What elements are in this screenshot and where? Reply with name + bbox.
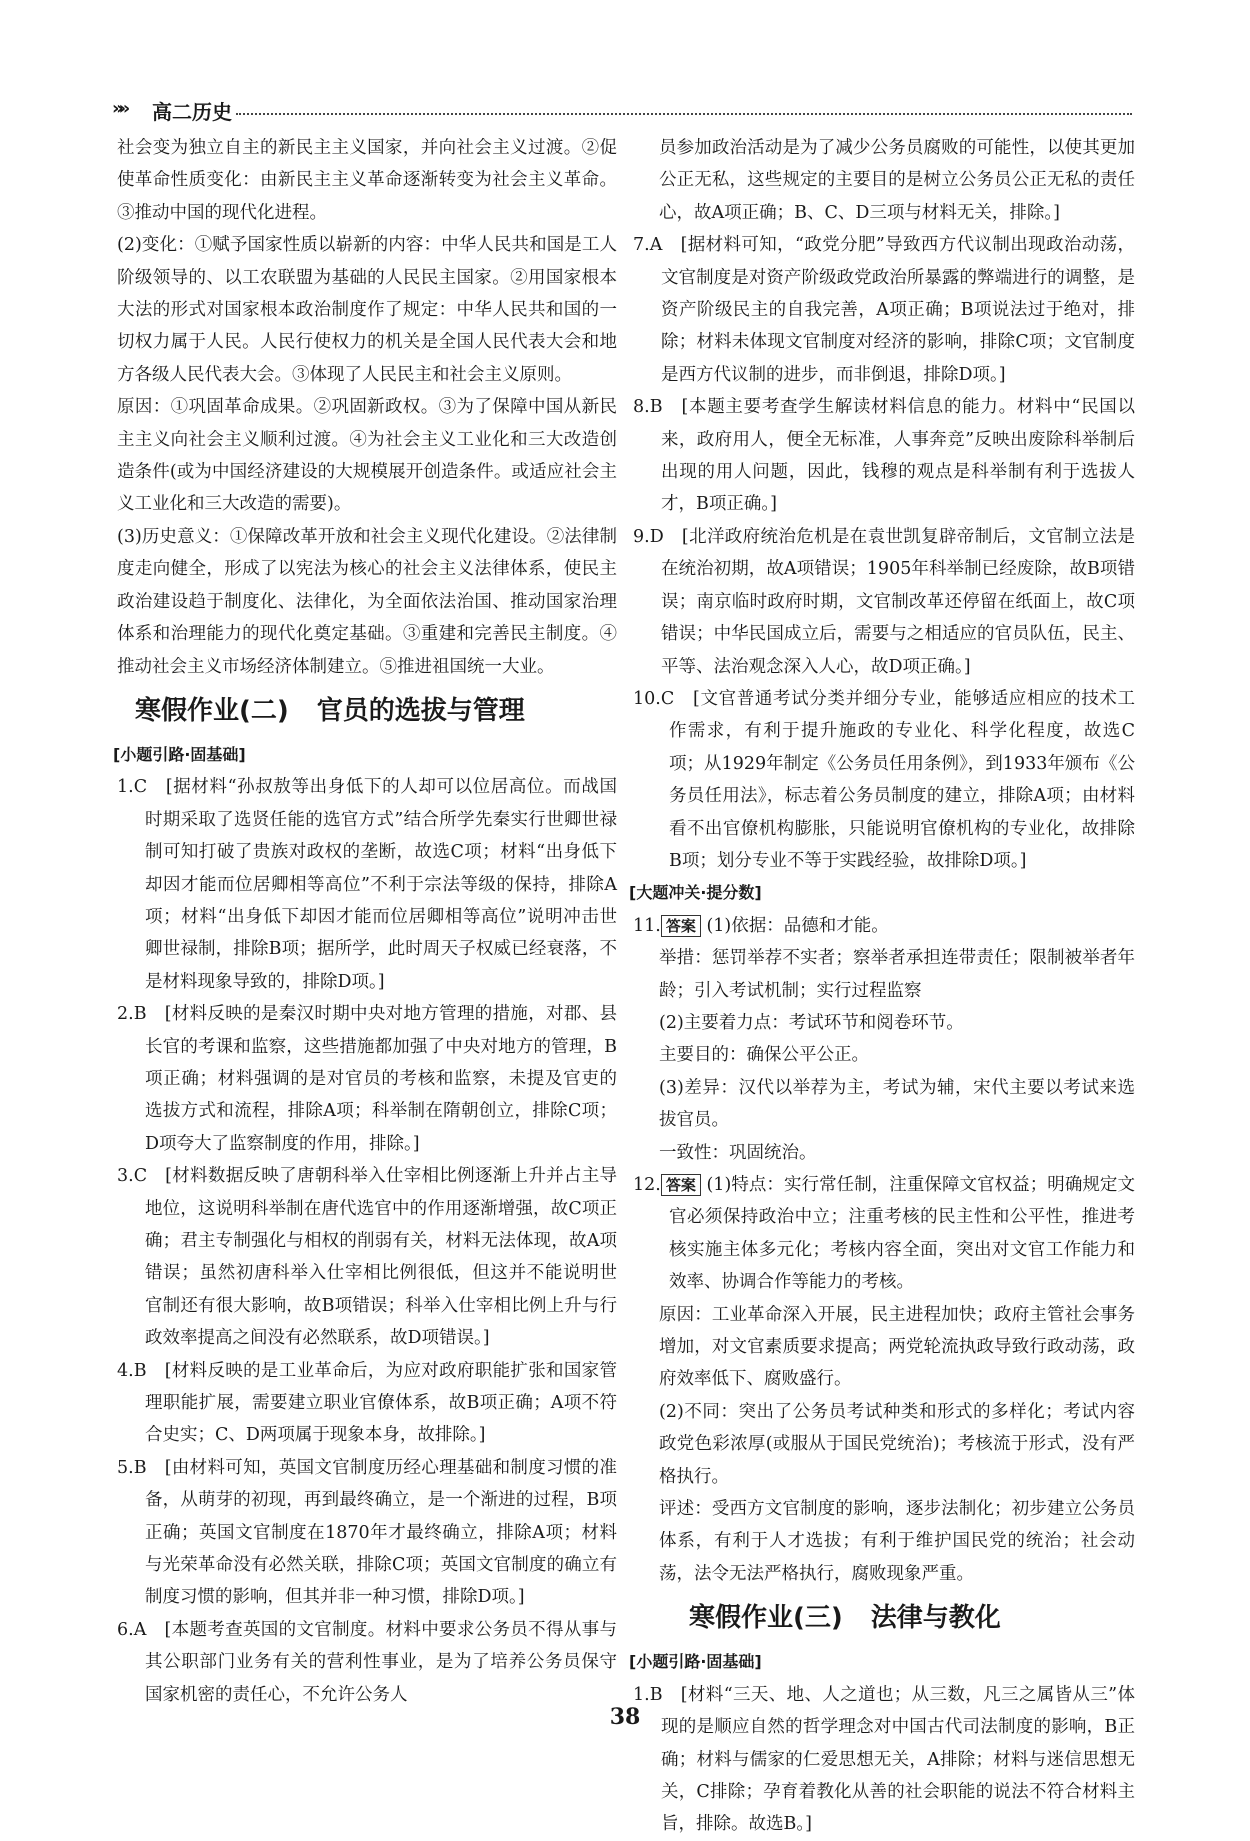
answer-11 (633, 910, 1135, 942)
answer-12-line-3: (2)不同：突出了公务员考试种类和形式的多样化；考试内容政党色彩浓厚(或服从于国民党统治)；考核流于形式，没有严格执行。 (659, 1401, 1135, 1487)
answer-3: 3.C [材料数据反映了唐朝科举入仕宰相比例逐渐上升并占主导地位，这说明科举制在唐代选官中的作用逐渐增强，故C项正确；君主专制强化与相权的削弱有关，材料无法体现，故A项错误；虽然初唐科举入仕宰相比例很低，但这并不能说明世官制还有很大影响，故B项错误；科举入仕宰相比例上升与行政效率提高之间没有必然联系，故D项错误。] (117, 1166, 617, 1349)
header-rule (236, 113, 1132, 115)
answer-12 (633, 1169, 1135, 1299)
answer-1: 1.C [据材料“孙叔敖等出身低下的人却可以位居高位。而战国时期采取了选贤任能的选官方式”结合所学先秦实行世卿世禄制可知打破了贵族对政权的垄断，故选C项；材料“出身低下却因才能而位居卿相等高位”不利于宗法等级的保持，排除A项；材料“出身低下却因才能而位居卿相等高位”说明冲击世卿世禄制，排除B项；据所学，此时周天子权威已经衰落，不是材料现象导致的，排除D项。] (117, 777, 617, 992)
section-title-2-number: 寒假作业(二) (135, 695, 289, 726)
answer-11-line-2: 举措：惩罚举荐不实者；察举者承担连带责任；限制被举者年龄；引入考试机制；实行过程监察 (659, 948, 1135, 1001)
answer-11-line-4: 主要目的：确保公平公正。 (659, 1045, 869, 1066)
answer-12-number: 12. (633, 1175, 661, 1195)
answer-6-continued: 员参加政治活动是为了减少公务员腐败的可能性，以使其更加公正无私，这些规定的主要目的是树立公务员公正无私的责任心，故A项正确；B、C、D三项与材料无关，排除。] (659, 138, 1135, 223)
section-title-3-text: 法律与教化 (870, 1603, 1001, 1634)
section-title-3-number: 寒假作业(三) (689, 1603, 843, 1634)
answer-10: 10.C [文官普通考试分类并细分专业，能够适应相应的技术工作需求，有利于提升施政的专业化、科学化程度，故选C项；从1929年制定《公务员任用条例》，到1933年颁布《公务员任用法》，标志着公务员制度的建立，排除A项；由材料看不出官僚机构膨胀，只能说明官僚机构的专业化，故排除B项；划分专业不等于实践经验，故排除D项。] (633, 688, 1135, 871)
subhead-advanced: [大题冲关·提分数] (629, 883, 762, 903)
subhead-basics-3: [小题引路·固基础] (629, 1652, 762, 1672)
answer-11-tag: 答案 (661, 915, 701, 937)
answer-9: 9.D [北洋政府统治危机是在袁世凯复辟帝制后，文官制立法是在统治初期，故A项错误；1905年科举制已经废除，故B项错误；南京临时政府时期，文官制改革还停留在纸面上，故C项错误；中华民国成立后，需要与之相适应的官员队伍，民主、平等、法治观念深入人心，故D项正确。] (633, 526, 1135, 677)
left-column (113, 132, 617, 1711)
section-title-2 (135, 693, 617, 729)
intro-para-1: 社会变为独立自主的新民主主义国家，并向社会主义过渡。②促使革命性质变化：由新民主主义革命逐渐转变为社会主义革命。③推动中国的现代化进程。 (117, 138, 617, 223)
answer-11-number: 11. (633, 915, 661, 936)
answer-11-line-3: (2)主要着力点：考试环节和阅卷环节。 (659, 1012, 964, 1033)
answer-4: 4.B [材料反映的是工业革命后，为应对政府职能扩张和国家管理职能扩展，需要建立职业官僚体系，故B项正确；A项不符合史实；C、D两项属于现象本身，故排除。] (117, 1360, 617, 1446)
answer-8: 8.B [本题主要考查学生解读材料信息的能力。材料中“民国以来，政府用人，便全无标准，人事奔竞”反映出废除科举制后出现的用人问题，因此，钱穆的观点是科举制有利于选拔人才，B项正确。] (633, 397, 1135, 515)
right-column (629, 132, 1135, 1841)
header-title: 高二历史 (152, 100, 232, 124)
answer-7: 7.A [据材料可知，“政党分肥”导致西方代议制出现政治动荡，文官制度是对资产阶级政党政治所暴露的弊端进行的调整，是资产阶级民主的自我完善，A项正确；B项说法过于绝对，排除；材料未体现文官制度对经济的影响，排除C项；文官制度是西方代议制的进步，而非倒退，排除D项。] (633, 235, 1135, 385)
answer-5: 5.B [由材料可知，英国文官制度历经心理基础和制度习惯的准备，从萌芽的初现，再到最终确立，是一个渐进的过程，B项正确；英国文官制度在1870年才最终确立，排除A项；材料与光荣革命没有必然关联，排除C项；英国文官制度的确立有制度习惯的影响，但其并非一种习惯，排除D项。] (117, 1457, 617, 1608)
intro-para-2: (2)变化：①赋予国家性质以崭新的内容：中华人民共和国是工人阶级领导的、以工农联盟为基础的人民民主国家。②用国家根本大法的形式对国家根本政治制度作了规定：中华人民共和国的一切权力属于人民。人民行使权力的机关是全国人民代表大会和地方各级人民代表大会。③体现了人民民主和社会主义原则。 (117, 235, 617, 385)
answer-12-tag: 答案 (661, 1174, 701, 1196)
page-number: 38 (609, 1704, 641, 1730)
section-title-3 (689, 1600, 1135, 1636)
header-arrows-icon: »» (112, 98, 126, 119)
answer-12-line-2: 原因：工业革命深入开展，民主进程加快；政府主管社会事务增加，对文官素质要求提高；两党轮流执政导致行政动荡，政府效率低下、腐败盛行。 (659, 1304, 1135, 1390)
answer-12-part-1: (1)特点：实行常任制，注重保障文官权益；明确规定文官必须保持政治中立；注重考核的民主性和公平性，推进考核实施主体多元化；考核内容全面，突出对文官工作能力和效率、协调合作等能力的考核。 (669, 1175, 1135, 1293)
intro-para-4: (3)历史意义：①保障改革开放和社会主义现代化建设。②法律制度走向健全，形成了以宪法为核心的社会主义法律体系，使民主政治建设趋于制度化、法律化，为全面依法治国、推动国家治理体系和治理能力的现代化奠定基础。③重建和完善民主制度。④推动社会主义市场经济体制建立。⑤推进祖国统一大业。 (117, 526, 617, 677)
answer-11-part-1: (1)依据：品德和才能。 (706, 915, 889, 936)
section-title-2-text: 官员的选拔与管理 (316, 695, 525, 726)
answer-11-line-6: 一致性：巩固统治。 (659, 1142, 817, 1163)
answer-11-line-5: (3)差异：汉代以举荐为主，考试为辅，宋代主要以考试来选拔官员。 (659, 1077, 1135, 1131)
answer-12-line-4: 评述：受西方文官制度的影响，逐步法制化；初步建立公务员体系，有利于人才选拔；有利于维护国民党的统治；社会动荡，法令无法严格执行，腐败现象严重。 (659, 1499, 1135, 1584)
page-header (112, 96, 1132, 124)
law-answer-1: 1.B [材料“三天、地、人之道也；从三数，凡三之属皆从三”体现的是顺应自然的哲学理念对中国古代司法制度的影响，B正确；材料与儒家的仁爱思想无关，A排除；材料与迷信思想无关，C排除；孕育着教化从善的社会职能的说法不符合材料主旨，排除。故选B。] (633, 1684, 1135, 1835)
intro-para-3: 原因：①巩固革命成果。②巩固新政权。③为了保障中国从新民主主义向社会主义顺利过渡。④为社会主义工业化和三大改造创造条件(或为中国经济建设的大规模展开创造条件。或适应社会主义工业化和三大改造的需要)。 (117, 397, 617, 515)
subhead-basics: [小题引路·固基础] (113, 744, 246, 764)
answer-2: 2.B [材料反映的是秦汉时期中央对地方管理的措施，对郡、县长官的考课和监察，这些措施都加强了中央对地方的管理，B项正确；材料强调的是对官员的考核和监察，未提及官吏的选拔方式和流程，排除A项；科举制在隋朝创立，排除C项；D项夸大了监察制度的作用，排除。] (117, 1004, 617, 1154)
answer-6: 6.A [本题考查英国的文官制度。材料中要求公务员不得从事与其公职部门业务有关的营利性事业，是为了培养公务员保守国家机密的责任心，不允许公务人 (117, 1619, 617, 1705)
